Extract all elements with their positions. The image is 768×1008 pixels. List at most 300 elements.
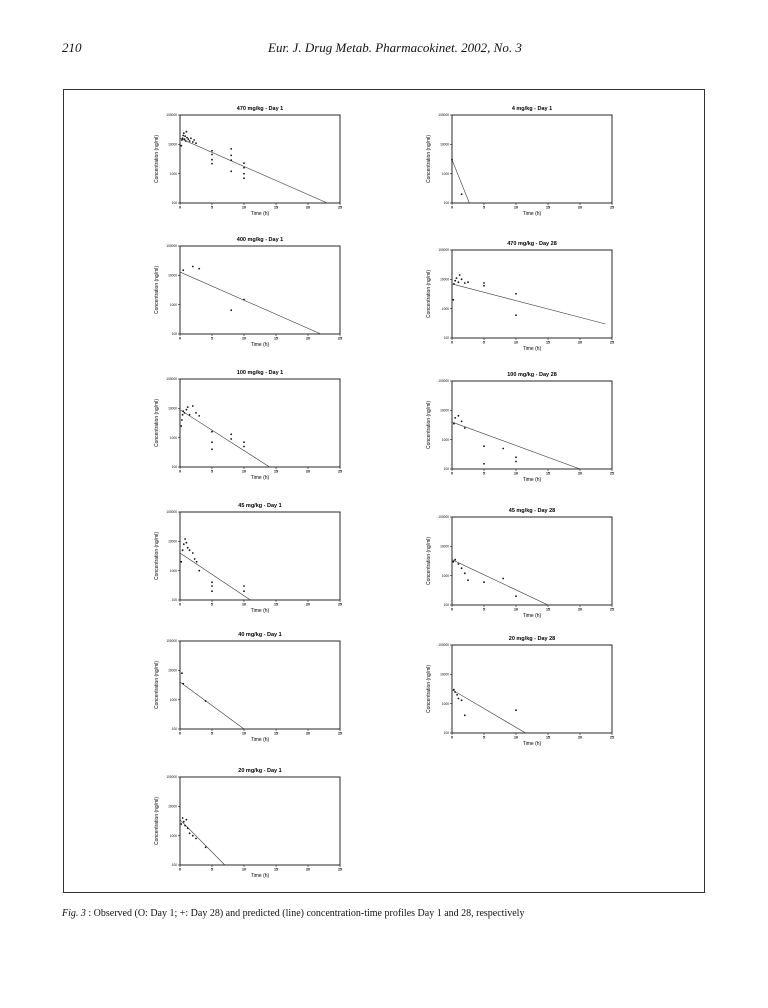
data-point [464,714,466,716]
data-point [458,698,460,700]
predicted-line [452,284,606,324]
y-axis-label: Concentration (ng/ml) [426,269,432,319]
y-tick-label: 10000 [168,273,177,278]
y-tick-label: 100000 [166,639,177,644]
data-point [230,438,232,440]
data-point [195,412,197,414]
chart-title: 470 mg/kg - Day 28 [507,241,557,247]
x-tick-label: 10 [514,471,518,476]
x-axis-label: Time (h) [250,475,270,481]
x-axis-label: Time (h) [522,211,542,217]
chart-title: 45 mg/kg - Day 1 [238,503,282,509]
data-point [515,293,517,295]
y-tick-label: 100 [171,201,177,206]
data-point [483,445,485,447]
data-point [211,431,213,433]
plot-area [452,381,612,469]
y-axis-label: Concentration (ng/ml) [154,796,160,846]
data-point [187,406,189,408]
plot-area [452,115,612,203]
x-tick-label: 5 [211,469,213,474]
x-tick-label: 20 [306,469,310,474]
chart-svg [412,369,632,509]
x-tick-label: 15 [274,336,278,341]
x-tick-label: 0 [451,340,453,345]
chart-svg [140,367,360,507]
y-tick-label: 100000 [166,775,177,780]
x-tick-label: 5 [483,205,485,210]
chart-title: 20 mg/kg - Day 1 [238,768,282,774]
chart-panel [140,629,360,769]
caption-text: : Observed (O: Day 1; +: Day 28) and predicted (line) concentration-time profiles Day 1 and 28, respectively [85,908,525,919]
data-point [182,410,184,412]
x-tick-label: 25 [610,340,614,345]
data-point [194,558,196,560]
y-tick-label: 100000 [438,379,449,384]
data-point [454,559,456,561]
chart-panel [140,367,360,507]
x-tick-label: 20 [578,205,582,210]
y-tick-label: 1000 [441,701,449,706]
data-point [182,137,184,139]
data-point [190,137,192,139]
chart-title: 4 mg/kg - Day 1 [511,106,553,112]
data-point [464,427,466,429]
predicted-line [452,160,469,203]
data-point [458,415,460,417]
x-tick-label: 25 [338,602,342,607]
x-axis-label: Time (h) [522,477,542,483]
y-tick-label: 10000 [168,668,177,673]
y-tick-label: 1000 [441,437,449,442]
data-point [458,563,460,565]
data-point [189,140,191,142]
data-point [515,456,517,458]
y-tick-label: 1000 [441,171,449,176]
chart-title: 40 mg/kg - Day 1 [238,632,282,638]
x-axis-label: Time (h) [522,613,542,619]
data-point [464,572,466,574]
plot-area [180,512,340,600]
data-point [452,299,454,301]
data-point [453,689,455,691]
y-axis-label: Concentration (ng/ml) [426,400,432,450]
data-point [243,446,245,448]
data-point [461,567,463,569]
data-point [211,581,213,583]
y-tick-label: 100000 [438,643,449,648]
x-tick-label: 5 [483,340,485,345]
data-point [187,827,189,829]
data-point [198,268,200,270]
data-point [502,578,504,580]
data-point [192,405,194,407]
journal-header: Eur. J. Drug Metab. Pharmacokinet. 2002, No. 3 [268,40,522,55]
x-tick-label: 20 [306,602,310,607]
x-tick-label: 10 [242,867,246,872]
x-tick-label: 0 [179,731,181,736]
x-tick-label: 20 [306,867,310,872]
chart-svg [412,505,632,648]
data-point [211,150,213,152]
plot-area [180,115,340,203]
y-axis-label: Concentration (ng/ml) [426,134,432,184]
data-point [483,282,485,284]
data-point [205,700,207,702]
x-tick-label: 5 [211,731,213,736]
y-tick-label: 1000 [441,573,449,578]
y-tick-label: 100000 [166,510,177,515]
x-tick-label: 15 [546,607,550,612]
data-point [459,274,461,276]
y-axis-label: Concentration (ng/ml) [154,531,160,581]
x-tick-label: 15 [546,340,550,345]
x-tick-label: 25 [338,731,342,736]
data-point [198,415,200,417]
x-tick-label: 10 [242,731,246,736]
x-tick-label: 5 [211,602,213,607]
data-point [180,561,182,563]
data-point [185,140,187,142]
data-point [483,285,485,287]
data-point [183,543,185,545]
data-point [192,552,194,554]
data-point [243,162,245,164]
data-point [243,167,245,169]
chart-title: 400 mg/kg - Day 1 [236,237,284,243]
x-tick-label: 10 [242,336,246,341]
figure-label: Fig. 3 [62,908,86,919]
y-tick-label: 100 [443,336,449,341]
data-point [230,148,232,150]
predicted-line [180,682,244,729]
data-point [184,138,186,140]
data-point [186,409,188,411]
data-point [483,463,485,465]
data-point [211,154,213,156]
plot-area [180,379,340,467]
data-point [182,817,184,819]
x-tick-label: 25 [610,607,614,612]
y-tick-label: 100000 [166,377,177,382]
data-point [456,277,458,279]
y-tick-label: 1000 [169,302,177,307]
chart-panel [412,633,632,773]
data-point [243,177,245,179]
predicted-line [452,560,548,605]
y-tick-label: 100000 [166,113,177,118]
data-point [467,579,469,581]
data-point [453,283,455,285]
data-point [211,590,213,592]
data-point [454,417,456,419]
data-point [182,135,184,137]
y-axis-label: Concentration (ng/ml) [426,536,432,586]
y-tick-label: 100 [171,332,177,337]
chart-title: 100 mg/kg - Day 1 [236,370,284,376]
chart-title: 20 mg/kg - Day 28 [508,636,556,642]
x-tick-label: 5 [211,205,213,210]
y-axis-label: Concentration (ng/ml) [426,664,432,714]
plot-area [180,777,340,865]
data-point [211,441,213,443]
predicted-line [180,553,250,600]
chart-panel [412,505,632,648]
x-tick-label: 20 [306,205,310,210]
data-point [186,137,188,139]
data-point [180,823,182,825]
x-tick-label: 0 [451,471,453,476]
x-axis-label: Time (h) [250,342,270,348]
y-tick-label: 100000 [438,248,449,253]
data-point [467,281,469,283]
data-point [182,269,184,271]
data-point [243,299,245,301]
data-point [180,425,182,427]
chart-title: 100 mg/kg - Day 28 [507,372,557,378]
chart-panel [412,238,632,378]
x-tick-label: 10 [514,205,518,210]
x-tick-label: 20 [578,607,582,612]
data-point [182,683,184,685]
chart-svg [140,234,360,374]
x-tick-label: 15 [274,731,278,736]
data-point [192,141,194,143]
plot-area [452,645,612,733]
data-point [189,549,191,551]
data-point [186,819,188,821]
y-tick-label: 100 [171,465,177,470]
x-tick-label: 10 [514,340,518,345]
data-point [189,414,191,416]
x-axis-label: Time (h) [250,211,270,217]
x-tick-label: 0 [451,205,453,210]
data-point [230,309,232,311]
chart-svg [140,765,360,905]
x-axis-label: Time (h) [522,741,542,747]
data-point [181,139,183,141]
predicted-line [180,820,225,865]
x-tick-label: 5 [483,471,485,476]
x-tick-label: 15 [274,602,278,607]
plot-area [180,641,340,729]
data-point [186,542,188,544]
chart-panel [140,234,360,374]
plot-area [452,250,612,338]
y-tick-label: 1000 [169,435,177,440]
x-tick-label: 5 [483,735,485,740]
data-point [515,709,517,711]
x-tick-label: 0 [179,867,181,872]
data-point [243,173,245,175]
y-tick-label: 100 [443,467,449,472]
data-point [230,155,232,157]
x-tick-label: 15 [546,735,550,740]
data-point [183,132,185,134]
y-tick-label: 10000 [440,672,449,677]
y-tick-label: 10000 [440,408,449,413]
x-tick-label: 20 [306,731,310,736]
data-point [184,412,186,414]
predicted-line [180,272,321,334]
x-tick-label: 0 [451,735,453,740]
data-point [452,561,454,563]
data-point [453,423,455,425]
chart-panel [140,500,360,640]
x-tick-label: 0 [451,607,453,612]
data-point [181,419,183,421]
data-point [515,461,517,463]
data-point [196,561,198,563]
y-tick-label: 10000 [440,142,449,147]
chart-svg [412,238,632,378]
y-tick-label: 100000 [438,515,449,520]
chart-svg [140,629,360,769]
data-point [461,421,463,423]
x-tick-label: 20 [578,340,582,345]
x-tick-label: 15 [546,205,550,210]
y-tick-label: 1000 [169,697,177,702]
chart-svg [412,103,632,243]
y-tick-label: 100 [171,863,177,868]
data-point [198,570,200,572]
data-point [211,585,213,587]
x-tick-label: 0 [179,336,181,341]
plot-area [452,517,612,605]
x-tick-label: 15 [546,471,550,476]
data-point [461,699,463,701]
data-point [192,835,194,837]
y-axis-label: Concentration (ng/ml) [154,265,160,315]
x-tick-label: 20 [578,471,582,476]
data-point [230,170,232,172]
x-tick-label: 10 [242,205,246,210]
chart-panel [412,369,632,509]
chart-title: 470 mg/kg - Day 1 [236,106,284,112]
data-point [230,159,232,161]
data-point [195,142,197,144]
x-tick-label: 0 [179,469,181,474]
x-axis-label: Time (h) [522,346,542,352]
x-tick-label: 10 [514,735,518,740]
x-tick-label: 20 [306,336,310,341]
y-axis-label: Concentration (ng/ml) [154,134,160,184]
data-point [458,281,460,283]
data-point [243,590,245,592]
data-point [183,821,185,823]
chart-panel [140,103,360,243]
data-point [515,314,517,316]
data-point [230,433,232,435]
data-point [195,838,197,840]
data-point [187,138,189,140]
data-point [193,139,195,141]
x-tick-label: 25 [338,469,342,474]
data-point [243,585,245,587]
y-tick-label: 100 [171,598,177,603]
y-tick-label: 10000 [168,804,177,809]
y-tick-label: 100 [443,201,449,206]
x-tick-label: 25 [338,867,342,872]
data-point [211,163,213,165]
y-tick-label: 10000 [168,539,177,544]
page-number: 210 [62,40,82,55]
y-tick-label: 10000 [440,544,449,549]
data-point [180,145,182,147]
predicted-line [180,138,327,203]
chart-panel [140,765,360,905]
x-tick-label: 10 [242,469,246,474]
x-tick-label: 25 [610,735,614,740]
y-tick-label: 100 [443,731,449,736]
data-point [184,538,186,540]
plot-area [180,246,340,334]
x-tick-label: 5 [211,867,213,872]
x-tick-label: 15 [274,867,278,872]
data-point [186,131,188,133]
chart-svg [412,633,632,773]
data-point [182,414,184,416]
x-tick-label: 15 [274,205,278,210]
x-axis-label: Time (h) [250,873,270,879]
figure-caption [62,908,524,919]
y-tick-label: 1000 [169,568,177,573]
x-tick-label: 25 [338,336,342,341]
data-point [464,282,466,284]
x-tick-label: 5 [483,607,485,612]
data-point [184,825,186,827]
data-point [189,832,191,834]
data-point [456,694,458,696]
x-tick-label: 20 [578,735,582,740]
y-tick-label: 100 [171,727,177,732]
data-point [483,581,485,583]
x-tick-label: 5 [211,336,213,341]
x-tick-label: 10 [242,602,246,607]
x-tick-label: 25 [610,471,614,476]
y-tick-label: 10000 [168,406,177,411]
chart-title: 45 mg/kg - Day 28 [508,508,556,514]
predicted-line [452,690,526,733]
data-point [502,448,504,450]
y-axis-label: Concentration (ng/ml) [154,660,160,710]
y-tick-label: 100 [443,603,449,608]
data-point [211,448,213,450]
chart-svg [140,103,360,243]
chart-panel [412,103,632,243]
data-point [461,193,463,195]
x-tick-label: 10 [514,607,518,612]
data-point [205,846,207,848]
data-point [515,595,517,597]
y-tick-label: 10000 [440,277,449,282]
x-tick-label: 25 [610,205,614,210]
chart-svg [140,500,360,640]
data-point [243,441,245,443]
x-axis-label: Time (h) [250,737,270,743]
data-point [454,280,456,282]
data-point [184,135,186,137]
x-tick-label: 25 [338,205,342,210]
predicted-line [180,410,270,467]
y-tick-label: 10000 [168,142,177,147]
data-point [454,691,456,693]
data-point [187,547,189,549]
data-point [461,278,463,280]
x-axis-label: Time (h) [250,608,270,614]
data-point [181,672,183,674]
data-point [211,159,213,161]
